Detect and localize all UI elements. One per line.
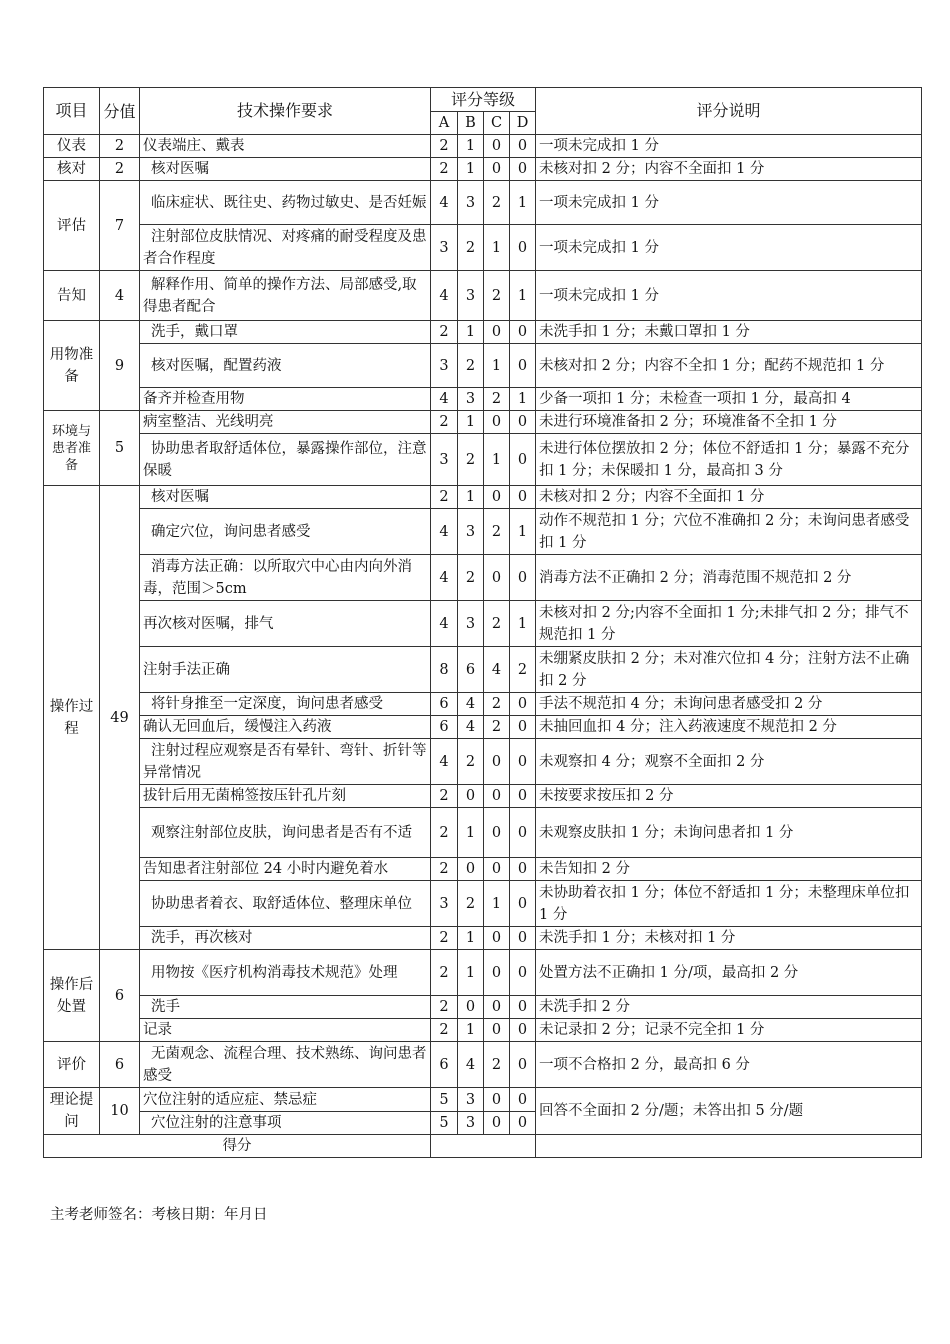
grade-b-cell: 2	[458, 739, 484, 785]
grade-d-cell: 0	[510, 321, 536, 344]
requirement-cell: 将针身推至一定深度，询问患者感受	[140, 693, 431, 716]
grade-d-cell: 0	[510, 434, 536, 486]
grade-d-cell: 0	[510, 1042, 536, 1088]
table-row	[44, 808, 922, 858]
grade-c-cell: 0	[484, 950, 510, 996]
category-cell: 操作后处置	[44, 950, 100, 1042]
grade-b-cell: 2	[458, 434, 484, 486]
note-cell: 一项未完成扣 1 分	[536, 135, 922, 158]
score-total-cell: 9	[100, 321, 140, 411]
grade-d-cell: 0	[510, 555, 536, 601]
table-row	[44, 996, 922, 1019]
grade-d-cell: 0	[510, 411, 536, 434]
grade-c-cell: 0	[484, 1088, 510, 1112]
grade-b-cell: 3	[458, 601, 484, 647]
grade-a-cell: 4	[431, 739, 458, 785]
requirement-cell: 再次核对医嘱，排气	[140, 601, 431, 647]
grade-b-cell: 3	[458, 1088, 484, 1112]
grade-b-cell: 2	[458, 881, 484, 927]
grade-a-cell: 6	[431, 716, 458, 739]
grade-d-cell: 0	[510, 1088, 536, 1112]
score-total-cell: 7	[100, 181, 140, 271]
grade-a-cell: 4	[431, 509, 458, 555]
grade-b-cell: 1	[458, 486, 484, 509]
grade-a-cell: 2	[431, 411, 458, 434]
requirement-cell: 洗手	[140, 996, 431, 1019]
grade-a-cell: 2	[431, 158, 458, 181]
grade-d-cell: 0	[510, 225, 536, 271]
grade-a-cell: 3	[431, 434, 458, 486]
table-row	[44, 434, 922, 486]
grade-a-cell: 8	[431, 647, 458, 693]
grade-b-cell: 0	[458, 996, 484, 1019]
grade-a-cell: 2	[431, 1019, 458, 1042]
signature-line: 主考老师签名：考核日期：年月日	[50, 1207, 268, 1223]
grade-b-cell: 1	[458, 1019, 484, 1042]
table-row	[44, 950, 922, 996]
requirement-cell: 临床症状、既往史、药物过敏史、是否妊娠	[140, 181, 431, 225]
grade-b-cell: 0	[458, 858, 484, 881]
note-cell: 未洗手扣 2 分	[536, 996, 922, 1019]
requirement-cell: 核对医嘱，配置药液	[140, 344, 431, 388]
header-explanation: 评分说明	[536, 88, 922, 135]
category-cell: 仪表	[44, 135, 100, 158]
grade-b-cell: 1	[458, 158, 484, 181]
requirement-cell: 解释作用、简单的操作方法、局部感受,取得患者配合	[140, 271, 431, 321]
note-cell: 动作不规范扣 1 分；穴位不准确扣 2 分；未询问患者感受扣 1 分	[536, 509, 922, 555]
grade-c-cell: 0	[484, 808, 510, 858]
note-cell: 手法不规范扣 4 分；未询问患者感受扣 2 分	[536, 693, 922, 716]
grade-a-cell: 4	[431, 271, 458, 321]
table-row	[44, 1042, 922, 1088]
grade-d-cell: 0	[510, 739, 536, 785]
grade-a-cell: 3	[431, 881, 458, 927]
score-total-cell: 6	[100, 1042, 140, 1088]
grade-c-cell: 1	[484, 225, 510, 271]
table-row	[44, 321, 922, 344]
note-cell: 未进行体位摆放扣 2 分；体位不舒适扣 1 分；暴露不充分扣 1 分；未保暖扣 1 分，最高扣 3 分	[536, 434, 922, 486]
grade-d-cell: 0	[510, 693, 536, 716]
grade-c-cell: 0	[484, 1019, 510, 1042]
grade-c-cell: 0	[484, 158, 510, 181]
requirement-cell: 协助患者取舒适体位，暴露操作部位，注意保暖	[140, 434, 431, 486]
grade-c-cell: 0	[484, 996, 510, 1019]
grade-a-cell: 5	[431, 1088, 458, 1112]
grade-b-cell: 1	[458, 411, 484, 434]
note-cell: 未观察皮肤扣 1 分；未询问患者扣 1 分	[536, 808, 922, 858]
grade-a-cell: 3	[431, 225, 458, 271]
table-row	[44, 881, 922, 927]
total-label: 得分	[44, 1135, 431, 1158]
grade-c-cell: 2	[484, 693, 510, 716]
grade-c-cell: 0	[484, 411, 510, 434]
note-cell: 未核对扣 2 分；内容不全面扣 1 分	[536, 486, 922, 509]
category-cell: 环境与患者准备	[44, 411, 100, 486]
score-total-cell: 2	[100, 158, 140, 181]
grade-d-cell: 1	[510, 181, 536, 225]
requirement-cell: 告知患者注射部位 24 小时内避免着水	[140, 858, 431, 881]
grade-c-cell: 4	[484, 647, 510, 693]
requirement-cell: 洗手，再次核对	[140, 927, 431, 950]
grade-b-cell: 3	[458, 271, 484, 321]
table-row	[44, 1088, 922, 1112]
grade-d-cell: 1	[510, 388, 536, 411]
grade-d-cell: 1	[510, 271, 536, 321]
grade-b-cell: 3	[458, 509, 484, 555]
requirement-cell: 注射手法正确	[140, 647, 431, 693]
note-cell: 一项未完成扣 1 分	[536, 271, 922, 321]
requirement-cell: 确认无回血后，缓慢注入药液	[140, 716, 431, 739]
grade-b-cell: 1	[458, 135, 484, 158]
grade-c-header: C	[484, 112, 510, 135]
score-total-cell: 2	[100, 135, 140, 158]
requirement-cell: 注射部位皮肤情况、对疼痛的耐受程度及患者合作程度	[140, 225, 431, 271]
grade-a-cell: 3	[431, 344, 458, 388]
grade-c-cell: 2	[484, 388, 510, 411]
table-row	[44, 158, 922, 181]
grade-b-cell: 3	[458, 388, 484, 411]
grade-a-header: A	[431, 112, 458, 135]
requirement-cell: 记录	[140, 1019, 431, 1042]
grade-c-cell: 2	[484, 181, 510, 225]
grade-d-cell: 0	[510, 858, 536, 881]
grade-d-cell: 2	[510, 647, 536, 693]
table-row	[44, 716, 922, 739]
note-cell: 未核对扣 2 分；内容不全面扣 1 分	[536, 158, 922, 181]
requirement-cell: 仪表端庄、戴表	[140, 135, 431, 158]
total-note-cell	[536, 1135, 922, 1158]
grade-d-cell: 0	[510, 808, 536, 858]
grade-a-cell: 4	[431, 181, 458, 225]
grade-a-cell: 4	[431, 555, 458, 601]
score-total-cell: 5	[100, 411, 140, 486]
grade-b-cell: 4	[458, 693, 484, 716]
grade-a-cell: 5	[431, 1112, 458, 1135]
grade-c-cell: 0	[484, 1112, 510, 1135]
grade-b-cell: 4	[458, 716, 484, 739]
table-row	[44, 858, 922, 881]
requirement-cell: 协助患者着衣、取舒适体位、整理床单位	[140, 881, 431, 927]
note-cell: 消毒方法不正确扣 2 分；消毒范围不规范扣 2 分	[536, 555, 922, 601]
grade-d-cell: 0	[510, 158, 536, 181]
requirement-cell: 无菌观念、流程合理、技术熟练、询问患者感受	[140, 1042, 431, 1088]
table-row	[44, 181, 922, 225]
grade-d-header: D	[510, 112, 536, 135]
grade-a-cell: 2	[431, 858, 458, 881]
header-score: 分值	[100, 88, 140, 135]
grade-a-cell: 4	[431, 388, 458, 411]
grade-d-cell: 1	[510, 601, 536, 647]
grade-c-cell: 0	[484, 486, 510, 509]
table-row	[44, 135, 922, 158]
table-row	[44, 693, 922, 716]
requirement-cell: 病室整洁、光线明亮	[140, 411, 431, 434]
grade-b-header: B	[458, 112, 484, 135]
grade-c-cell: 0	[484, 739, 510, 785]
grade-d-cell: 0	[510, 135, 536, 158]
note-cell: 一项未完成扣 1 分	[536, 225, 922, 271]
grade-d-cell: 1	[510, 509, 536, 555]
grade-c-cell: 0	[484, 858, 510, 881]
grade-b-cell: 0	[458, 785, 484, 808]
grade-a-cell: 2	[431, 950, 458, 996]
note-cell: 未洗手扣 1 分；未戴口罩扣 1 分	[536, 321, 922, 344]
grade-a-cell: 2	[431, 321, 458, 344]
table-row	[44, 927, 922, 950]
requirement-cell: 备齐并检查用物	[140, 388, 431, 411]
note-cell: 未按要求按压扣 2 分	[536, 785, 922, 808]
note-cell: 未抽回血扣 4 分；注入药液速度不规范扣 2 分	[536, 716, 922, 739]
grade-c-cell: 2	[484, 271, 510, 321]
note-cell: 未绷紧皮肤扣 2 分；未对准穴位扣 4 分；注射方法不止确扣 2 分	[536, 647, 922, 693]
grade-d-cell: 0	[510, 486, 536, 509]
grade-a-cell: 2	[431, 927, 458, 950]
category-cell: 操作过程	[44, 486, 100, 950]
grade-c-cell: 1	[484, 881, 510, 927]
header-grade: 评分等级	[431, 88, 536, 112]
header-requirement: 技术操作要求	[140, 88, 431, 135]
category-cell: 用物准备	[44, 321, 100, 411]
grade-c-cell: 2	[484, 509, 510, 555]
score-total-cell: 10	[100, 1088, 140, 1135]
grade-c-cell: 0	[484, 555, 510, 601]
table-row	[44, 601, 922, 647]
grade-a-cell: 2	[431, 486, 458, 509]
grade-b-cell: 6	[458, 647, 484, 693]
category-cell: 核对	[44, 158, 100, 181]
table-row	[44, 647, 922, 693]
grade-a-cell: 2	[431, 996, 458, 1019]
score-total-cell: 6	[100, 950, 140, 1042]
table-row	[44, 739, 922, 785]
grade-c-cell: 1	[484, 344, 510, 388]
table-row	[44, 1019, 922, 1042]
grade-c-cell: 2	[484, 1042, 510, 1088]
grade-d-cell: 0	[510, 950, 536, 996]
note-cell: 一项未完成扣 1 分	[536, 181, 922, 225]
table-row	[44, 225, 922, 271]
grade-b-cell: 2	[458, 344, 484, 388]
grade-c-cell: 1	[484, 434, 510, 486]
grade-d-cell: 0	[510, 785, 536, 808]
grade-c-cell: 2	[484, 716, 510, 739]
grade-a-cell: 2	[431, 808, 458, 858]
grade-c-cell: 0	[484, 927, 510, 950]
grade-b-cell: 2	[458, 555, 484, 601]
note-cell: 未记录扣 2 分；记录不完全扣 1 分	[536, 1019, 922, 1042]
grade-a-cell: 6	[431, 1042, 458, 1088]
note-cell: 少备一项扣 1 分；未检查一项扣 1 分，最高扣 4	[536, 388, 922, 411]
grade-d-cell: 0	[510, 1019, 536, 1042]
grade-d-cell: 0	[510, 1112, 536, 1135]
grade-a-cell: 2	[431, 785, 458, 808]
note-cell: 未洗手扣 1 分；未核对扣 1 分	[536, 927, 922, 950]
grade-c-cell: 0	[484, 321, 510, 344]
grade-d-cell: 0	[510, 716, 536, 739]
grade-b-cell: 1	[458, 808, 484, 858]
grade-b-cell: 1	[458, 950, 484, 996]
grade-c-cell: 0	[484, 135, 510, 158]
grade-b-cell: 4	[458, 1042, 484, 1088]
requirement-cell: 拔针后用无菌棉签按压针孔片刻	[140, 785, 431, 808]
scoring-table	[43, 87, 922, 1158]
category-cell: 理论提问	[44, 1088, 100, 1135]
grade-b-cell: 2	[458, 225, 484, 271]
grade-a-cell: 6	[431, 693, 458, 716]
table-row	[44, 344, 922, 388]
score-total-cell: 49	[100, 486, 140, 950]
grade-c-cell: 2	[484, 601, 510, 647]
table-row	[44, 486, 922, 509]
category-cell: 评价	[44, 1042, 100, 1088]
note-cell: 一项不合格扣 2 分，最高扣 6 分	[536, 1042, 922, 1088]
table-row	[44, 555, 922, 601]
requirement-cell: 注射过程应观察是否有晕针、弯针、折针等异常情况	[140, 739, 431, 785]
note-cell: 未观察扣 4 分；观察不全面扣 2 分	[536, 739, 922, 785]
requirement-cell: 核对医嘱	[140, 158, 431, 181]
note-cell: 未协助着衣扣 1 分；体位不舒适扣 1 分；未整理床单位扣 1 分	[536, 881, 922, 927]
grade-d-cell: 0	[510, 927, 536, 950]
total-row	[44, 1135, 922, 1158]
note-cell: 未核对扣 2 分；内容不全扣 1 分；配药不规范扣 1 分	[536, 344, 922, 388]
table-row	[44, 388, 922, 411]
table-row	[44, 509, 922, 555]
table-row	[44, 785, 922, 808]
grade-b-cell: 3	[458, 181, 484, 225]
requirement-cell: 消毒方法正确：以所取穴中心由内向外消毒，范围＞5cm	[140, 555, 431, 601]
table-row	[44, 411, 922, 434]
header-item: 项目	[44, 88, 100, 135]
requirement-cell: 观察注射部位皮肤，询问患者是否有不适	[140, 808, 431, 858]
grade-d-cell: 0	[510, 344, 536, 388]
note-cell: 未核对扣 2 分;内容不全面扣 1 分;未排气扣 2 分；排气不规范扣 1 分	[536, 601, 922, 647]
table-row	[44, 271, 922, 321]
category-cell: 评估	[44, 181, 100, 271]
requirement-cell: 核对医嘱	[140, 486, 431, 509]
note-cell: 处置方法不正确扣 1 分/项，最高扣 2 分	[536, 950, 922, 996]
requirement-cell: 确定穴位，询问患者感受	[140, 509, 431, 555]
grade-d-cell: 0	[510, 881, 536, 927]
note-cell: 未告知扣 2 分	[536, 858, 922, 881]
score-total-cell: 4	[100, 271, 140, 321]
requirement-cell: 穴位注射的注意事项	[140, 1112, 431, 1135]
requirement-cell: 洗手，戴口罩	[140, 321, 431, 344]
grade-a-cell: 2	[431, 135, 458, 158]
grade-b-cell: 1	[458, 321, 484, 344]
grade-c-cell: 0	[484, 785, 510, 808]
note-cell: 回答不全面扣 2 分/题；未答出扣 5 分/题	[536, 1088, 922, 1135]
grade-b-cell: 1	[458, 927, 484, 950]
grade-b-cell: 3	[458, 1112, 484, 1135]
requirement-cell: 穴位注射的适应症、禁忌症	[140, 1088, 431, 1112]
requirement-cell: 用物按《医疗机构消毒技术规范》处理	[140, 950, 431, 996]
category-cell: 告知	[44, 271, 100, 321]
total-grade-cell	[431, 1135, 536, 1158]
grade-d-cell: 0	[510, 996, 536, 1019]
note-cell: 未进行环境准备扣 2 分；环境准备不全扣 1 分	[536, 411, 922, 434]
grade-a-cell: 4	[431, 601, 458, 647]
